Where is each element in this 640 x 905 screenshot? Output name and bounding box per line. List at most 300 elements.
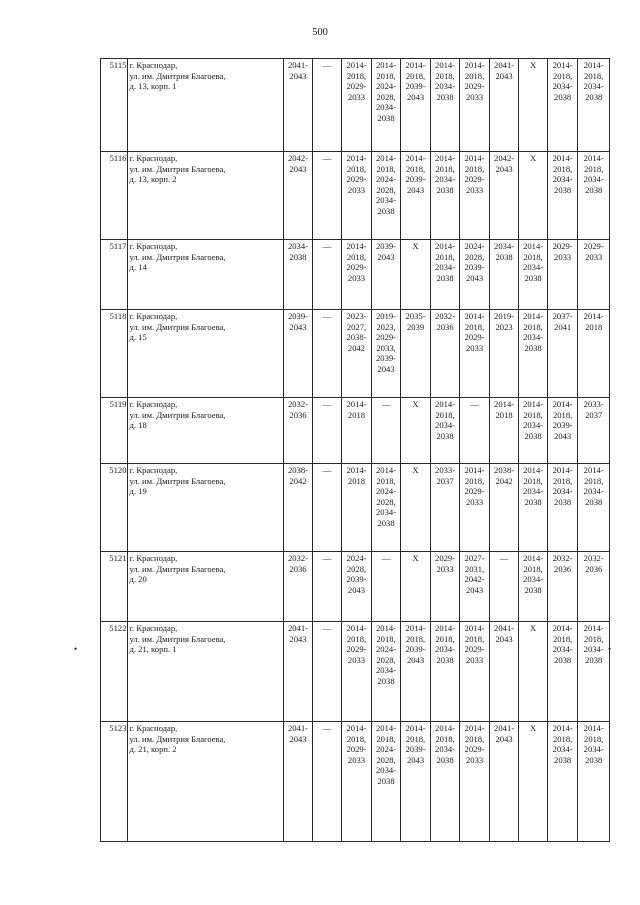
period-cell [578,59,610,152]
period-value: 2029- [552,241,573,251]
period-cell [489,310,519,398]
period-value: 2014- [464,465,485,475]
period-cell [371,240,401,310]
period-value: 2018, [552,733,573,744]
period-value: 2018, [464,70,485,81]
period-value: 2014- [552,153,573,163]
period-value: 2034- [552,174,573,185]
period-value: 2027- [464,553,485,563]
period-cell [578,722,610,842]
period-value: 2014- [435,399,456,409]
period-value: 2043 [406,184,425,195]
table-row [101,722,610,842]
period-value: 2042 [495,475,513,486]
period-value: 2014- [464,723,485,733]
address-line: г. Краснодар, [129,153,178,163]
period-value: 2038 [524,496,542,507]
period-value: 2035- [405,311,426,321]
period-value: 2018, [376,475,396,486]
period-value: 2038- [287,465,309,475]
period-value: 2014- [523,311,544,321]
period-value: 2034- [375,665,397,676]
period-cell [430,552,460,622]
period-cell [489,398,519,464]
period-value: 2018, [552,409,573,420]
period-value: 2034- [523,262,544,273]
period-value: 2018, [464,633,485,644]
period-cell [284,552,313,622]
period-cell [312,552,342,622]
period-value: — [322,465,332,475]
period-cell [578,622,610,722]
period-cell [430,398,460,464]
period-value: 2038 [554,496,572,507]
period-value: 2024- [346,553,367,563]
period-cell [489,152,519,240]
period-cell [519,59,548,152]
period-cell [284,59,313,152]
period-cell [547,398,578,464]
period-value: 2043 [377,363,395,374]
address-line: г. Краснодар, [129,241,178,251]
period-value: 2038 [436,184,454,195]
period-value: 2042 [289,475,307,486]
period-cell [312,59,342,152]
table-row [101,552,610,622]
period-value: 2018, [346,733,367,744]
period-value: 2038 [585,91,603,102]
period-value: X [529,153,537,163]
period-value: 2038 [585,184,603,195]
period-value: 2033 [347,654,366,665]
period-value: — [322,60,332,70]
table-row [101,464,610,552]
period-cell [578,152,610,240]
period-cell [430,59,460,152]
address-line: д. 21, корп. 1 [129,644,177,655]
period-value: 2014- [435,60,456,70]
period-value: 2034- [583,81,604,92]
period-value: 2043 [554,430,572,441]
period-value: 2014- [583,623,604,633]
period-value: 2018, [464,475,485,486]
period-cell [578,240,610,310]
period-value: 2018, [584,633,604,644]
period-value: 2018 [585,321,603,332]
period-value: 2043 [289,70,307,81]
period-value: 2014- [346,241,367,251]
period-cell [401,59,431,152]
period-value: 2034- [435,262,456,273]
period-cell [547,552,578,622]
period-value: 2032- [287,553,309,563]
period-value: 2018 [347,475,366,486]
period-value: 2041- [494,60,515,70]
period-value: 2033- [583,399,604,409]
period-value: 2038 [436,754,454,765]
table-row [101,310,610,398]
period-value: 2039 [406,321,425,332]
address-cell [128,622,284,722]
period-value: 2024- [375,744,397,755]
period-value: 2039- [405,81,426,92]
period-value: 2014- [464,623,485,633]
period-cell [371,398,401,464]
period-cell [430,240,460,310]
period-value: 2043 [347,584,366,595]
period-value: 2041 [554,321,572,332]
period-cell [547,622,578,722]
period-value: — [322,311,332,321]
period-value: 2034- [375,102,397,113]
period-value: 2038 [554,184,572,195]
period-value: 2034- [435,420,456,431]
row-number-cell: 5119 [101,398,128,464]
period-value: 2034- [523,486,544,497]
period-value: 2018, [346,251,367,262]
period-cell [312,310,342,398]
period-value: — [322,153,332,163]
period-value: 2018, [405,633,426,644]
period-value: 2029- [464,644,485,655]
period-cell [401,398,431,464]
period-value: 2023, [376,321,396,332]
period-value: 2043 [289,633,307,644]
period-value: 2014- [405,60,426,70]
period-cell [519,310,548,398]
period-value: 2034- [552,486,573,497]
period-value: 2033, [376,342,396,353]
period-value: 2018, [584,475,604,486]
period-value: — [322,553,332,563]
page-number: 500 [312,27,328,38]
period-value: 2014- [375,60,397,70]
period-value: — [322,399,332,409]
period-value: X [529,623,537,633]
period-value: 2043 [406,754,425,765]
period-value: X [529,723,537,733]
period-value: 2038 [436,654,454,665]
period-value: 2014- [552,723,573,733]
period-value: 2039- [405,174,426,185]
period-value: 2039- [346,574,367,585]
period-value: 2014- [464,60,485,70]
period-value: 2029- [464,744,485,755]
period-value: 2028, [376,91,396,102]
period-value: 2018, [552,70,573,81]
period-value: 2038 [289,251,307,262]
overhaul-schedule-table [100,58,610,842]
period-value: 2038 [377,205,395,216]
period-value: 2014- [346,723,367,733]
period-value: 2043 [465,584,484,595]
period-value: 2038 [377,775,395,786]
address-line: ул. им. Дмитрия Благоева, [129,733,226,744]
period-value: 2038 [524,272,542,283]
period-value: 2014- [346,623,367,633]
table-body [101,59,610,842]
period-value: 2018, [346,633,367,644]
period-value: 2018, [584,733,604,744]
period-value: 2028, [464,251,485,262]
period-cell [312,464,342,552]
period-cell [519,464,548,552]
period-cell [460,398,490,464]
period-cell [547,464,578,552]
period-value: 2014- [523,399,544,409]
period-value: 2033- [435,465,456,475]
period-value: X [529,60,537,70]
period-value: 2029- [346,644,367,655]
period-value: 2036 [554,563,572,574]
address-line: г. Краснодар, [129,465,178,475]
period-value: 2014- [552,465,573,475]
period-value: 2034- [583,644,604,655]
period-value: 2038 [436,91,454,102]
period-value: 2034- [435,174,456,185]
period-cell [430,622,460,722]
period-value: 2018, [405,733,426,744]
period-cell [284,398,313,464]
period-cell [430,464,460,552]
period-value: 2018, [435,163,455,174]
period-value: 2018, [552,163,573,174]
address-line: д. 18 [129,420,147,431]
period-value: 2043 [406,654,425,665]
period-value: 2018 [347,409,366,420]
address-line: ул. им. Дмитрия Благоева, [129,251,226,262]
period-cell [401,552,431,622]
period-cell [460,722,490,842]
period-value: 2042- [464,574,485,585]
period-value: 2038 [554,754,572,765]
period-cell [312,622,342,722]
address-line: д. 19 [129,486,147,497]
period-value: 2036 [289,563,307,574]
period-value: 2039- [375,353,397,364]
period-cell [371,552,401,622]
period-cell [578,552,610,622]
period-value: 2034- [552,744,573,755]
period-value: 2014- [494,399,515,409]
period-value: 2037 [436,475,454,486]
period-cell [342,152,372,240]
period-value: 2028, [376,654,396,665]
address-line: ул. им. Дмитрия Благоева, [129,163,226,174]
period-value: 2038 [524,342,542,353]
period-value: 2018, [376,633,396,644]
period-value: 2014- [523,553,544,563]
period-cell [519,240,548,310]
address-line: ул. им. Дмитрия Благоева, [129,409,226,420]
period-cell [342,59,372,152]
period-value: 2014- [523,465,544,475]
address-line: г. Краснодар, [129,553,178,563]
period-value: 2041- [287,623,309,633]
period-cell [371,464,401,552]
period-value: 2018, [464,163,485,174]
period-value: 2029- [464,332,485,343]
period-value: 2014- [583,311,604,321]
period-value: 2034- [583,744,604,755]
period-value: 2034- [523,420,544,431]
address-line: д. 13, корп. 1 [129,81,177,92]
period-cell [371,59,401,152]
period-value: 2041- [287,723,309,733]
period-cell [578,310,610,398]
period-value: 2036 [289,409,307,420]
address-line: д. 13, корп. 2 [129,174,177,185]
period-cell [460,59,490,152]
address-line: д. 21, корп. 2 [129,744,177,755]
period-value: 2039- [375,241,397,251]
row-number-cell: 5118 [101,310,128,398]
row-number-cell: 5116 [101,152,128,240]
period-value: 2043 [495,163,513,174]
period-value: 2034- [375,765,397,776]
period-value: 2033 [347,91,366,102]
period-cell [401,152,431,240]
period-value: 2029- [464,174,485,185]
period-value: 2024- [375,81,397,92]
period-value: 2034- [435,744,456,755]
period-value: 2038 [436,430,454,441]
address-cell [128,152,284,240]
period-cell [578,398,610,464]
scan-mark-right: • [608,644,612,654]
period-cell [519,722,548,842]
period-cell [342,552,372,622]
period-value: 2043 [495,70,513,81]
address-line: г. Краснодар, [129,60,178,70]
period-value: 2029- [346,81,367,92]
period-value: 2018, [523,563,543,574]
address-line: г. Краснодар, [129,399,178,409]
period-value: 2029- [346,744,367,755]
period-value: 2018, [376,70,396,81]
table-row [101,59,610,152]
period-value: 2042- [494,153,515,163]
period-value: 2034- [583,174,604,185]
period-value: 2018, [346,70,367,81]
period-value: 2018, [523,251,543,262]
period-cell [284,464,313,552]
period-cell [519,622,548,722]
address-cell [128,310,284,398]
period-value: 2034- [435,81,456,92]
period-value: 2038 [524,584,542,595]
period-value: X [412,399,419,409]
period-value: 2043 [406,91,425,102]
period-cell [489,622,519,722]
period-cell [460,310,490,398]
period-value: 2014- [583,465,604,475]
period-value: 2043 [495,633,513,644]
period-cell [401,622,431,722]
row-number-cell: 5122 [101,622,128,722]
period-value: 2018, [405,163,426,174]
period-cell [519,152,548,240]
period-cell [371,152,401,240]
scan-mark-left: • [74,644,78,654]
period-cell [284,310,313,398]
period-value: 2014- [552,60,573,70]
period-value: 2036 [585,563,603,574]
period-value: 2018, [435,70,455,81]
address-line: ул. им. Дмитрия Благоева, [129,475,226,486]
period-value: 2014- [435,723,456,733]
address-cell [128,722,284,842]
period-value: 2034- [552,644,573,655]
table-row [101,398,610,464]
address-line: д. 20 [129,574,147,585]
period-value: 2033 [465,496,484,507]
period-value: 2014- [583,153,604,163]
address-line: д. 14 [129,262,147,273]
address-line: ул. им. Дмитрия Благоева, [129,633,226,644]
period-value: 2038 [495,251,513,262]
period-value: 2014- [375,153,397,163]
period-cell [342,398,372,464]
period-value: 2029- [464,486,485,497]
period-value: 2041- [494,623,515,633]
period-value: 2014- [464,153,485,163]
period-value: 2043 [289,163,307,174]
address-line: г. Краснодар, [129,311,178,321]
period-cell [401,310,431,398]
period-value: 2023 [495,321,513,332]
period-value: 2014- [346,153,367,163]
period-value: 2024- [375,174,397,185]
period-value: 2038 [377,517,395,528]
period-cell [342,240,372,310]
period-value: 2029- [583,241,604,251]
period-cell [401,240,431,310]
row-number-cell: 5123 [101,722,128,842]
period-value: 2034- [552,81,573,92]
period-value: 2014- [405,723,426,733]
period-value: 2029- [464,81,485,92]
period-value: 2024- [375,486,397,497]
period-value: 2014- [405,153,426,163]
period-cell [547,59,578,152]
period-cell [519,398,548,464]
period-cell [519,552,548,622]
row-number-cell: 5120 [101,464,128,552]
period-value: 2014- [346,399,367,409]
period-cell [284,622,313,722]
period-value: — [381,399,391,409]
address-cell [128,464,284,552]
period-value: 2018, [435,633,455,644]
period-value: 2033 [347,184,366,195]
period-cell [460,552,490,622]
period-value: 2018, [435,409,455,420]
period-cell [284,240,313,310]
period-value: 2018, [552,475,573,486]
period-value: 2014- [583,723,604,733]
period-cell [489,722,519,842]
period-value: 2018, [435,251,455,262]
period-value: 2014- [405,623,426,633]
period-value: 2029- [435,553,456,563]
period-value: 2014- [435,153,456,163]
period-value: 2033 [465,654,484,665]
period-value: 2038- [346,332,367,343]
period-value: — [322,623,332,633]
period-cell [430,152,460,240]
period-value: 2038 [585,496,603,507]
